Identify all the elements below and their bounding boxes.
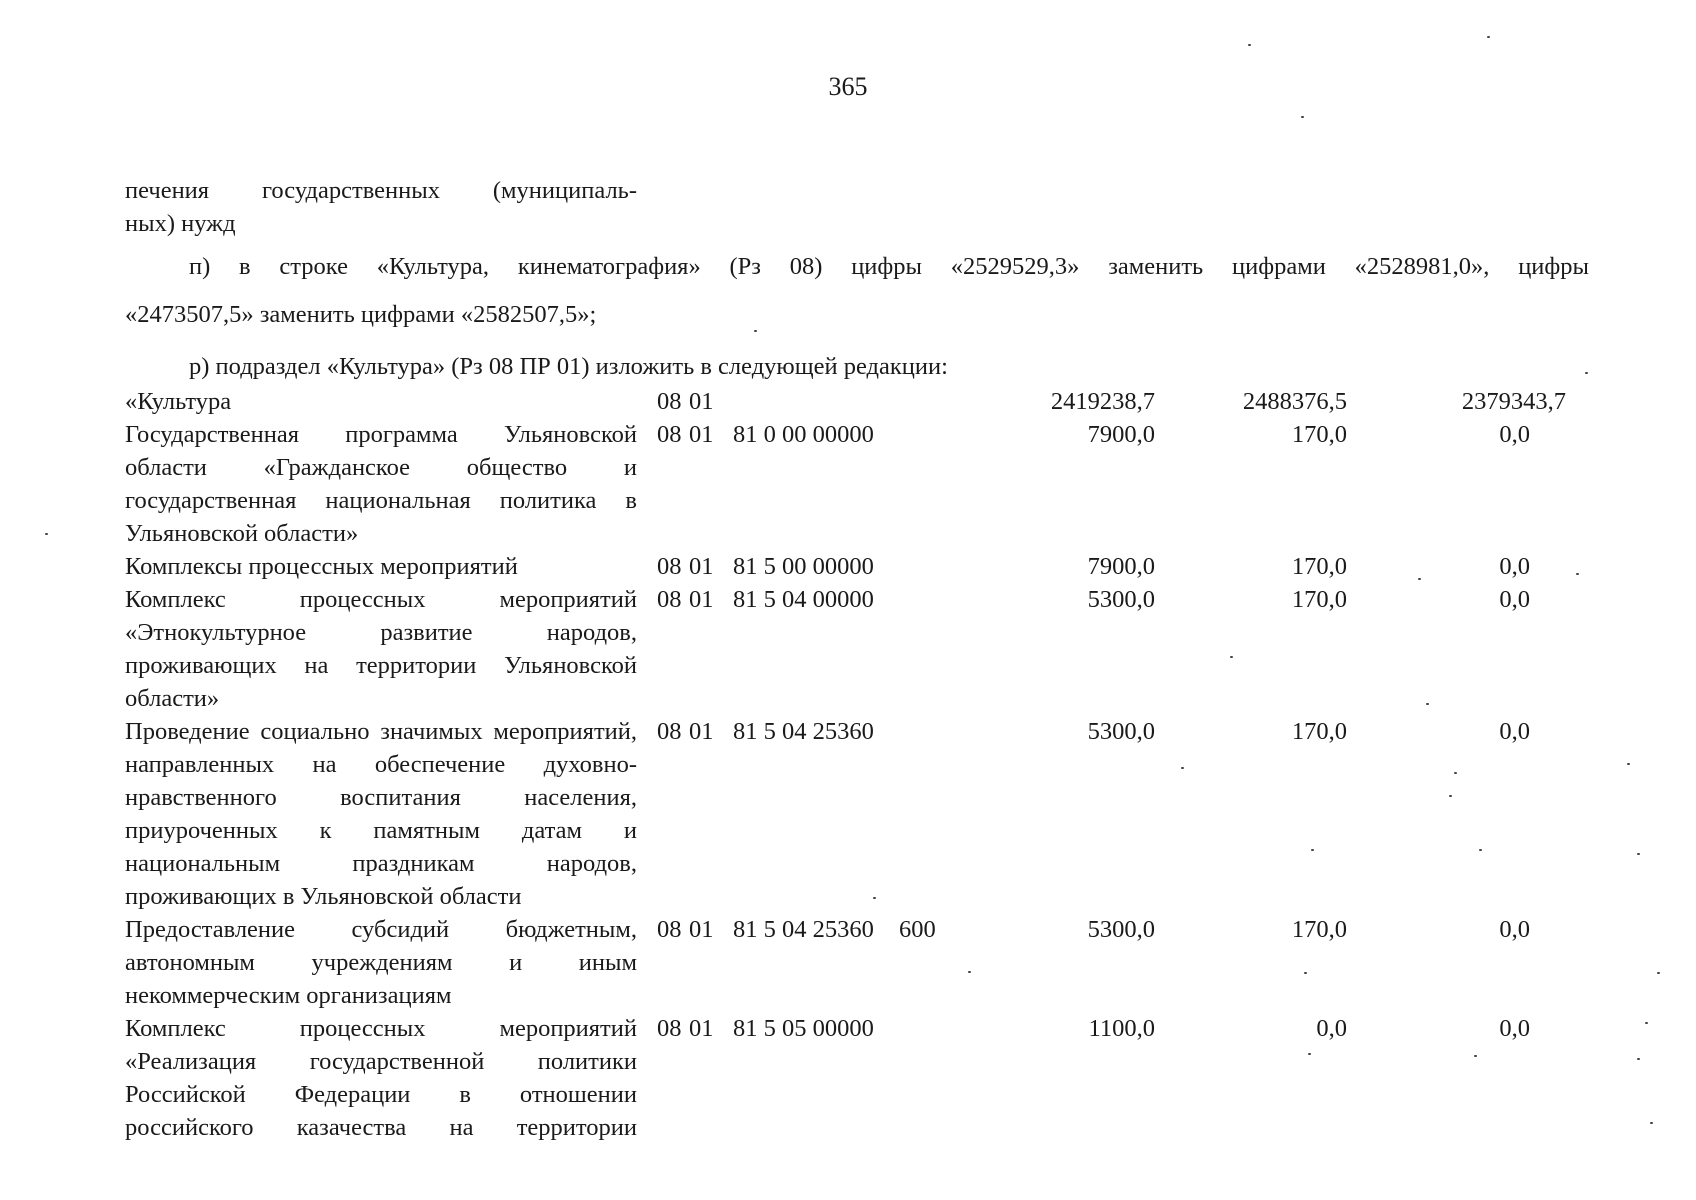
row-value-2: 170,0 [1291,586,1347,613]
scan-speck [1637,853,1640,855]
scan-speck [1487,36,1490,38]
row-vr: 600 [899,916,936,943]
scan-speck [1474,1055,1477,1057]
amendment-paragraph-p-line-1: п) в строке «Культура, кинематография» (Рз 08) цифры «2529529,3» заменить цифрами «2528981,0», цифры [189,253,1589,280]
row-csr [723,385,899,418]
row-pr: 01 [689,388,714,415]
row-value-2: 170,0 [1291,916,1347,943]
row-value-1: 7900,0 [1087,421,1155,448]
row-value-1: 5300,0 [1087,586,1155,613]
row-value-3: 2379343,7 [1461,388,1566,415]
scan-speck [1418,578,1421,580]
row-value-3: 0,0 [1499,586,1530,613]
row-csr: 81 5 04 25360 [733,916,874,943]
scan-speck [1454,772,1457,774]
scan-speck [873,897,876,899]
scan-speck [1657,972,1660,974]
row-csr: 81 5 04 25360 [733,718,874,745]
previous-row-continuation [125,174,637,240]
scan-speck [968,971,971,973]
row-value-2: 170,0 [1291,421,1347,448]
table-row [125,550,1580,583]
row-name: Комплекс процессных мероприятий «Этнокультурное развитие народов, проживающих на территории Ульяновской области» [125,586,637,712]
row-name: Комплекс процессных мероприятий «Реализация государственной политики Российской Федерации в отношении российского казачества на территории [125,1015,637,1141]
amendment-paragraph-p-line-2: «2473507,5» заменить цифрами «2582507,5»; [125,301,597,328]
row-rz: 08 [657,553,682,580]
scan-speck [1449,795,1452,797]
row-vr [899,418,971,550]
scan-speck [1308,1053,1311,1055]
row-value-1: 5300,0 [1087,718,1155,745]
scan-speck [1230,656,1233,658]
scan-speck [1426,703,1429,705]
scan-speck [1248,44,1251,46]
scan-speck [1304,972,1307,974]
row-value-1: 5300,0 [1087,916,1155,943]
row-csr: 81 5 00 00000 [733,553,874,580]
previous-row-line-2: ных) нужд [125,210,236,237]
page-number: 365 [828,72,868,101]
row-value-2: 0,0 [1316,1015,1347,1042]
scan-speck [754,330,757,332]
row-csr: 81 5 04 00000 [733,586,874,613]
scan-speck [1576,573,1579,575]
amendment-paragraph-r: р) подраздел «Культура» (Рз 08 ПР 01) изложить в следующей редакции: [189,353,948,380]
budget-table [125,385,1580,1144]
table-row [125,583,1580,715]
row-value-2: 170,0 [1291,718,1347,745]
row-value-3: 0,0 [1499,1015,1530,1042]
scan-speck [1301,116,1304,118]
row-value-3: 0,0 [1499,718,1530,745]
row-value-2: 2488376,5 [1242,388,1347,415]
table-row [125,385,1580,418]
row-pr: 01 [689,916,714,943]
row-pr: 01 [689,553,714,580]
scan-speck [1479,849,1482,851]
row-csr: 81 5 05 00000 [733,1015,874,1042]
row-pr: 01 [689,586,714,613]
row-vr [899,1012,971,1144]
row-value-2: 170,0 [1291,553,1347,580]
row-vr [899,550,971,583]
previous-row-line-1: печения государственных (муниципаль- [125,177,637,204]
scan-speck [1585,372,1588,374]
row-name: Комплексы процессных мероприятий [125,553,518,580]
row-value-1: 7900,0 [1087,553,1155,580]
row-name: Проведение социально значимых мероприятий, направленных на обеспечение духовно-нравственного воспитания населения, приуроченных к памятным датам и национальным праздникам народов, проживающих в Ульяновской области [125,718,637,910]
row-vr [899,715,971,913]
scan-speck [1627,763,1630,765]
scan-speck [1645,1022,1648,1024]
row-vr [899,583,971,715]
row-rz: 08 [657,1015,682,1042]
row-pr: 01 [689,1015,714,1042]
row-csr: 81 0 00 00000 [733,421,874,448]
row-pr: 01 [689,421,714,448]
row-value-1: 1100,0 [1088,1015,1155,1042]
table-row [125,418,1580,550]
row-value-3: 0,0 [1499,421,1530,448]
scan-speck [45,533,48,535]
row-rz: 08 [657,916,682,943]
table-row [125,1012,1580,1144]
row-value-1: 2419238,7 [1050,388,1155,415]
row-name: Государственная программа Ульяновской области «Гражданское общество и государственная национальная политика в Ульяновской области» [125,421,637,547]
row-value-3: 0,0 [1499,916,1530,943]
row-rz: 08 [657,388,682,415]
row-rz: 08 [657,586,682,613]
row-name: Предоставление субсидий бюджетным, автономным учреждениям и иным некоммерческим организациям [125,916,637,1009]
budget-table-grid [125,385,1580,1144]
row-rz: 08 [657,718,682,745]
row-vr [899,385,971,418]
scan-speck [1311,849,1314,851]
row-name: «Культура [125,388,232,415]
scan-speck [1650,1122,1653,1124]
row-pr: 01 [689,718,714,745]
scan-speck [1637,1058,1640,1060]
amendment-paragraph-p [125,243,1589,339]
scan-speck [1181,767,1184,769]
row-value-3: 0,0 [1499,553,1530,580]
table-row [125,913,1580,1012]
row-rz: 08 [657,421,682,448]
table-row [125,715,1580,913]
